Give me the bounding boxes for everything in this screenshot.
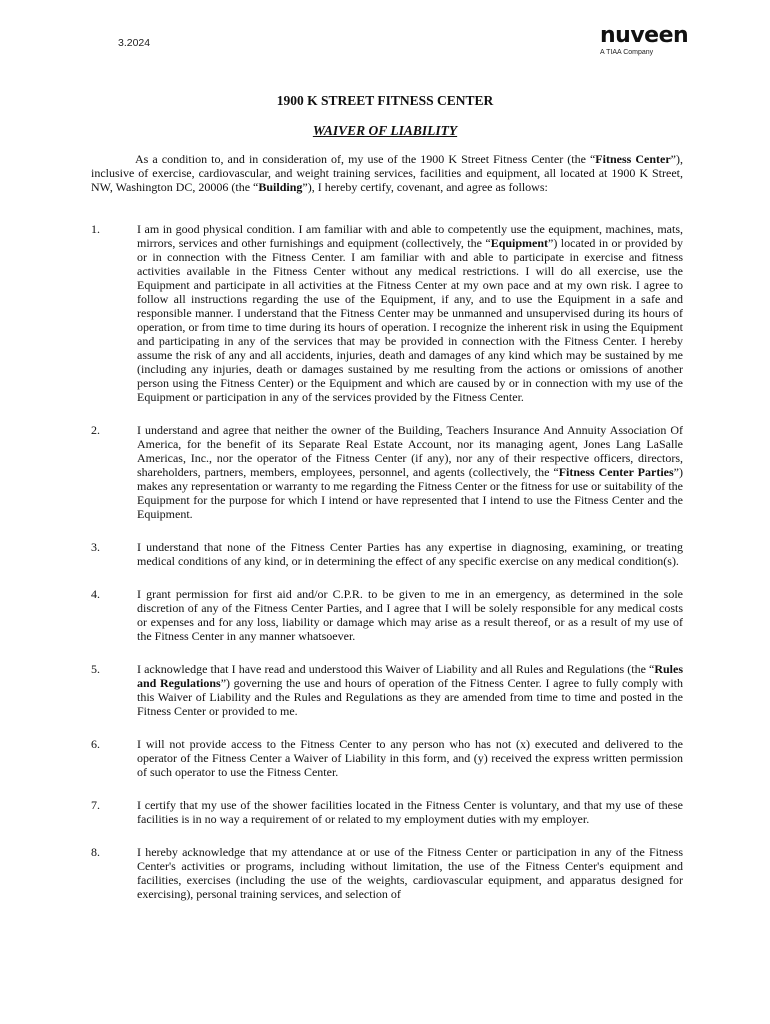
- clause-text: [137, 423, 683, 521]
- clause-item-8: [91, 845, 683, 901]
- intro-term-fitness-center: Fitness Center: [595, 152, 671, 166]
- clause-text: [137, 587, 683, 643]
- clause-number: 8.: [91, 845, 100, 859]
- clause-number: 6.: [91, 737, 100, 751]
- document-title: 1900 K STREET FITNESS CENTER: [276, 93, 494, 108]
- clause-text: [137, 662, 683, 718]
- intro-paragraph: [91, 152, 683, 194]
- clause-number: 4.: [91, 587, 100, 601]
- clause-text-part: I understand that none of the Fitness Center Parties has any expertise in diagnosing, examining, or treating medical conditions of any kind, or in determining the effect of any specific exercise on any medical condition(s).: [137, 540, 683, 568]
- clause-text: [137, 845, 683, 901]
- clause-number: 3.: [91, 540, 100, 554]
- clause-item-2: [91, 423, 683, 521]
- clause-text-part: I grant permission for first aid and/or C.P.R. to be given to me in an emergency, as determined in the sole discretion of any of the Fitness Center Parties, and I agree that I will be solely responsible for any medical costs or expenses and for any loss, liability or damage which may arise as a result thereof, or as a result of my use of the Fitness Center in any manner whatsoever.: [137, 587, 683, 643]
- intro-term-building: Building: [258, 180, 303, 194]
- document-date: 3.2024: [118, 37, 151, 49]
- logo-wordmark: nuveen: [600, 23, 689, 48]
- clause-text-part: ”) governing the use and hours of operation of the Fitness Center. I agree to fully comply with this Waiver of Liability and the Rules and Regulations as they are amended from time to time and posted in the Fitness Center or provided to me.: [137, 676, 683, 718]
- clause-defined-term: Rules and Regulations: [137, 662, 683, 690]
- clause-number: 7.: [91, 798, 100, 812]
- clause-text-part: I am in good physical condition. I am familiar with and able to competently use the equipment, machines, mats, mirrors, services and other furnishings and equipment (collectively, the “: [137, 222, 683, 250]
- clause-defined-term: Equipment: [490, 236, 549, 250]
- clause-item-6: [91, 737, 683, 779]
- clause-text-part: ”) located in or provided by or in connection with the Fitness Center. I am familiar with and able to participate in exercise and fitness activities available in the Fitness Center without any medical restrictions. I will do all exercise, use the Equipment and participate in all activities at the Fitness Center at my own pace and at my own risk. I agree to follow all instructions regarding the use of the Equipment, if any, and to use the Equipment in a safe and responsible manner. I understand that the Fitness Center may be unmanned and unsupervised during its hours of operation, or from time to time during its hours of operation. I recognize the inherent risk in using the Equipment and participating in any of the services that may be provided in connection with the Fitness Center. I hereby assume the risk of any and all accidents, injuries, death and damages of any kind which may be sustained by me (including any injuries, death or damages sustained by me resulting from the actions or omissions of another person using the Fitness Center) or the Equipment and which are caused by or in connection with my use of the Equipment or participation in any of the services provided by the Fitness Center.: [137, 236, 683, 404]
- clause-text-part: I hereby acknowledge that my attendance at or use of the Fitness Center or participation in any of the Fitness Center's activities or programs, including without limitation, the use of the Fitness Center's equipment and facilities, exercises (including the use of the weights, cardiovascular equipment, and apparatus designed for exercising), personal training services, and selection of: [137, 845, 683, 901]
- intro-text-1: As a condition to, and in consideration of, my use of the 1900 K Street Fitness Center (the “: [135, 152, 596, 166]
- clause-item-5: [91, 662, 683, 718]
- clause-text: [137, 222, 683, 404]
- clause-item-7: [91, 798, 683, 826]
- clause-number: 1.: [91, 222, 100, 236]
- clause-item-3: [91, 540, 683, 568]
- clause-defined-term: Fitness Center Parties: [558, 465, 674, 479]
- document-subtitle: WAIVER OF LIABILITY: [312, 123, 458, 138]
- clause-text-part: I understand and agree that neither the owner of the Building, Teachers Insurance And Annuity Association Of America, for the benefit of its Separate Real Estate Account, nor its managing agent, Jones Lang LaSalle Americas, Inc., nor the operator of the Fitness Center (if any), nor any of their respective officers, directors, shareholders, partners, members, employees, personnel, and agents (collectively, the “: [137, 423, 683, 479]
- clause-text-part: ”) makes any representation or warranty to me regarding the Fitness Center or the fitness for use or suitability of the Equipment for the purpose for which I intend or have represented that I intend to use the Fitness Center and the Equipment.: [137, 465, 683, 521]
- clause-item-4: [91, 587, 683, 643]
- clause-number: 2.: [91, 423, 100, 437]
- clause-number: 5.: [91, 662, 100, 676]
- clause-text: [137, 798, 683, 826]
- clause-text-part: I acknowledge that I have read and understood this Waiver of Liability and all Rules and Regulations (the “: [137, 662, 655, 676]
- clause-text: [137, 540, 683, 568]
- clause-text: [137, 737, 683, 779]
- nuveen-logo: [600, 24, 688, 56]
- intro-text-3: ”), I hereby certify, covenant, and agree as follows:: [302, 180, 548, 194]
- logo-tagline: A TIAA Company: [600, 49, 654, 56]
- clause-text-part: I will not provide access to the Fitness Center to any person who has not (x) executed and delivered to the operator of the Fitness Center a Waiver of Liability in this form, and (y) received the express written permission of such operator to use the Fitness Center.: [137, 737, 683, 779]
- clause-list: [91, 222, 683, 901]
- intro-text-2: ”), inclusive of exercise, cardiovascular, and weight training services, facilities and equipment, all located at 1900 K Street, NW, Washington DC, 20006 (the “: [91, 152, 683, 194]
- clause-item-1: [91, 222, 683, 404]
- clause-text-part: I certify that my use of the shower facilities located in the Fitness Center is voluntary, and that my use of these facilities is in no way a requirement of or related to my employment duties with my employer.: [137, 798, 683, 826]
